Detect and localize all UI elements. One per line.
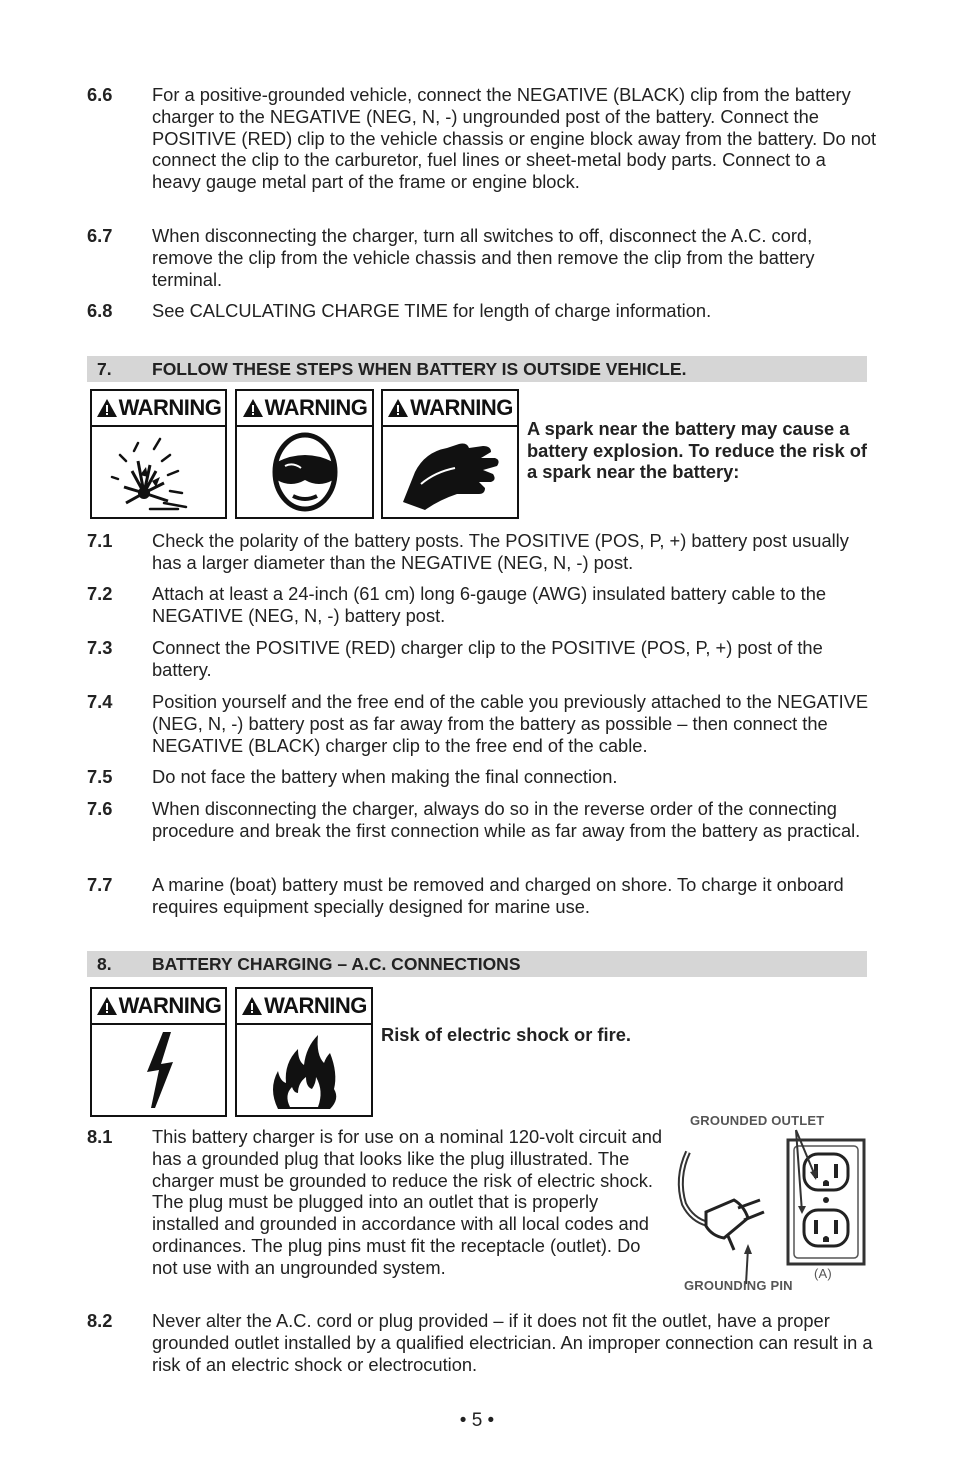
warning-text: WARNING: [118, 993, 222, 1018]
warning-box-shock: [90, 987, 227, 1117]
page-number: • 5 •: [459, 1410, 495, 1431]
list-item-7-5: [87, 766, 877, 788]
electric-shock-icon: [129, 1028, 189, 1112]
list-item-8-2: [87, 1310, 877, 1375]
item-text: Position yourself and the free end of the cable you previously attached to the NEGATIVE (NEG, N, -) battery post as far away from the battery as possible – then connect the NEGATIVE (BLACK) charger clip to the free end of the cable.: [152, 691, 869, 756]
item-number: 7.2: [87, 583, 113, 604]
figure-label-grounded-outlet: GROUNDED OUTLET: [690, 1113, 825, 1128]
warning-label: [92, 989, 225, 1025]
section-heading-8: [87, 951, 867, 977]
warning-note-spark: A spark near the battery may cause a battery explosion. To reduce the risk of a spark near the battery:: [527, 418, 867, 482]
item-number: 6.7: [87, 225, 113, 246]
list-item-6-8: [87, 300, 877, 322]
warning-triangle-icon: [96, 996, 118, 1016]
item-number: 6.8: [87, 300, 113, 321]
item-number: 7.3: [87, 637, 113, 658]
grounded-outlet-figure: [668, 1108, 868, 1298]
outlet-plug-icon: [668, 1108, 868, 1298]
warning-label: [237, 989, 371, 1025]
section-title: BATTERY CHARGING – A.C. CONNECTIONS: [152, 954, 521, 974]
item-number: 6.6: [87, 84, 113, 105]
warning-note-shock: Risk of electric shock or fire.: [381, 1024, 631, 1045]
item-text: When disconnecting the charger, turn all switches to off, disconnect the A.C. cord, remove the clip from the vehicle chassis and then remove the clip from the battery terminal.: [152, 225, 815, 290]
list-item-7-3: [87, 637, 877, 681]
warning-box-glove: [381, 389, 519, 519]
item-number: 8.1: [87, 1126, 113, 1147]
warning-triangle-icon: [96, 398, 118, 418]
list-item-7-1: [87, 530, 877, 574]
list-item-6-7: [87, 225, 877, 290]
item-number: 7.1: [87, 530, 113, 551]
item-text: This battery charger is for use on a nominal 120-volt circuit and has a grounded plug that looks like the plug illustrated. The charger must be grounded to reduce the risk of electric shock. The plug must be plugged into an outlet that is properly installed and grounded in accordance with all local codes and ordinances. The plug pins must fit the receptacle (outlet). Do not use with an ungrounded system.: [152, 1126, 663, 1278]
figure-label-grounding-pin: GROUNDING PIN: [684, 1278, 793, 1293]
list-item-7-2: [87, 583, 877, 627]
explosion-icon: [104, 431, 214, 513]
warning-box-explosion: [90, 389, 227, 519]
warning-triangle-icon: [241, 996, 263, 1016]
item-text: When disconnecting the charger, always do so in the reverse order of the connecting procedure and break the first connection while as far away from the battery as practical.: [152, 798, 861, 841]
warning-text: WARNING: [264, 395, 368, 420]
warning-box-fire: [235, 987, 373, 1117]
item-text: Check the polarity of the battery posts. The POSITIVE (POS, P, +) battery post usually has a larger diameter than the NEGATIVE (NEG, N, -) post.: [152, 530, 849, 573]
warning-text: WARNING: [118, 395, 222, 420]
warning-text: WARNING: [410, 395, 513, 420]
item-number: 7.6: [87, 798, 113, 819]
item-text: For a positive-grounded vehicle, connect the NEGATIVE (BLACK) clip from the battery charger to the NEGATIVE (NEG, N, -) ungrounded post of the battery. Connect the POSITIVE (RED) clip to the vehicle chassis or engine block away from the battery. Do not connect the clip to the carburetor, fuel lines or sheet-metal body parts. Connect to a heavy gauge metal part of the frame or engine block.: [152, 84, 877, 193]
list-item-7-4: [87, 691, 877, 756]
item-number: 7.4: [87, 691, 113, 712]
safety-goggles-icon: [265, 430, 345, 514]
warning-triangle-icon: [242, 398, 264, 418]
section-heading-7: [87, 356, 867, 382]
list-item-6-6: [87, 84, 877, 193]
item-text: Attach at least a 24-inch (61 cm) long 6-gauge (AWG) insulated battery cable to the NEGATIVE (NEG, N, -) battery post.: [152, 583, 827, 626]
warning-box-goggles: [235, 389, 374, 519]
figure-label-ref: (A): [814, 1266, 832, 1281]
item-text: Never alter the A.C. cord or plug provided – if it does not fit the outlet, have a proper grounded outlet installed by a qualified electrician. An improper connection can result in a risk of an electric shock or electrocution.: [152, 1310, 873, 1375]
warning-text: WARNING: [264, 993, 367, 1018]
section-number: 7.: [97, 359, 112, 379]
item-number: 7.7: [87, 874, 113, 895]
warning-label: [92, 391, 225, 427]
list-item-7-7: [87, 874, 877, 918]
item-text: Connect the POSITIVE (RED) charger clip to the POSITIVE (POS, P, +) post of the battery.: [152, 637, 823, 680]
warning-label: [237, 391, 372, 427]
item-text: A marine (boat) battery must be removed and charged on shore. To charge it onboard requires equipment specially designed for marine use.: [152, 874, 844, 917]
section-number: 8.: [97, 954, 112, 974]
item-text: See CALCULATING CHARGE TIME for length of charge information.: [152, 300, 712, 321]
list-item-8-1: [87, 1126, 667, 1279]
warning-triangle-icon: [387, 398, 409, 418]
glove-icon: [395, 432, 505, 512]
item-number: 8.2: [87, 1310, 113, 1331]
fire-icon: [264, 1029, 344, 1111]
list-item-7-6: [87, 798, 877, 842]
item-number: 7.5: [87, 766, 113, 787]
item-text: Do not face the battery when making the final connection.: [152, 766, 618, 787]
warning-label: [383, 391, 517, 427]
section-title: FOLLOW THESE STEPS WHEN BATTERY IS OUTSIDE VEHICLE.: [152, 359, 687, 379]
